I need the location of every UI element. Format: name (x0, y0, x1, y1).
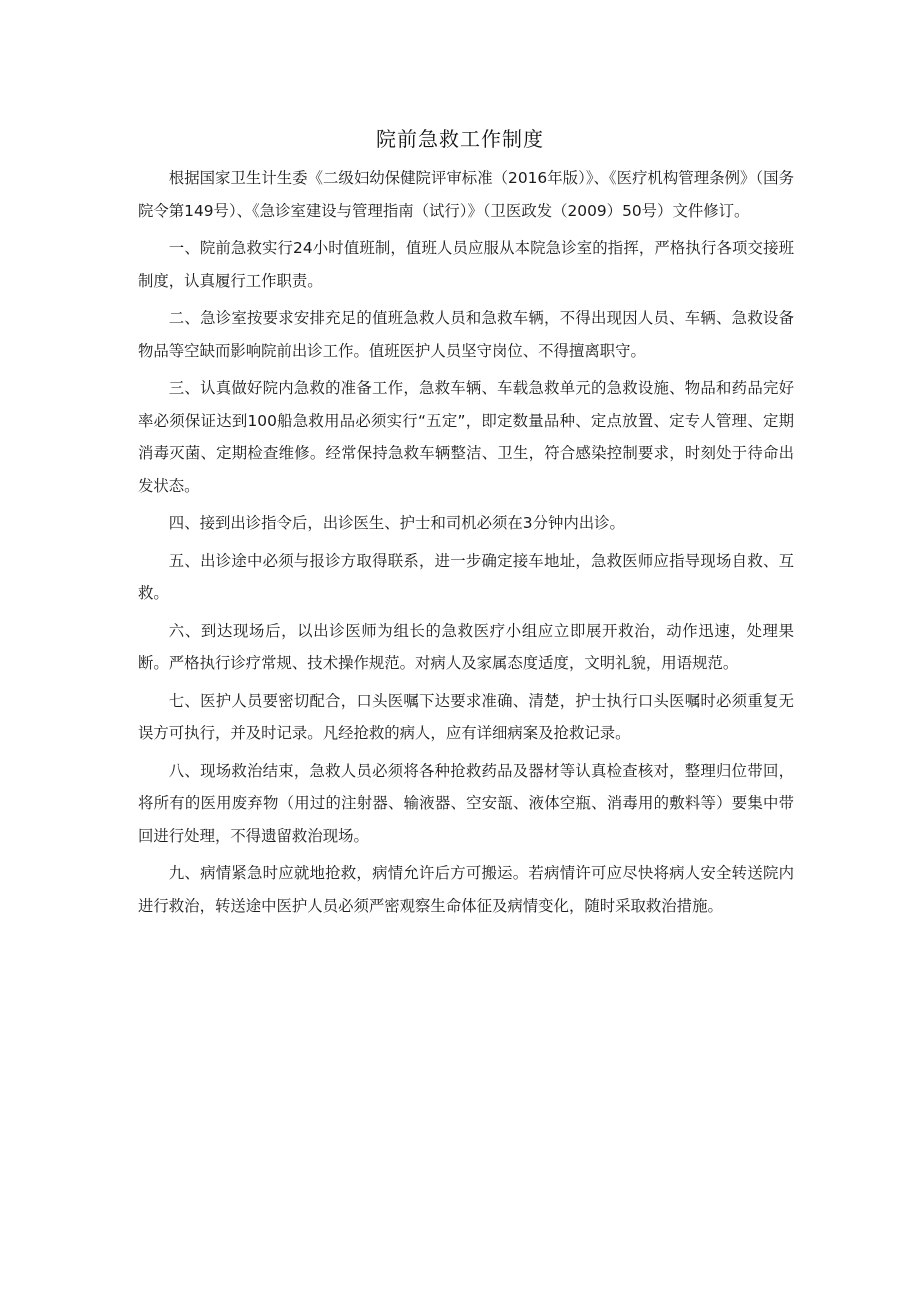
paragraph-2: 二、急诊室按要求安排充足的值班急救人员和急救车辆，不得出现因人员、车辆、急救设备物品等空缺而影响院前出诊工作。值班医护人员坚守岗位、不得擅离职守。 (138, 309, 794, 360)
paragraph-8: 八、现场救治结束，急救人员必须将各种抢救药品及器材等认真检查核对，整理归位带回，将所有的医用废弃物（用过的注射器、输液器、空安瓿、液体空瓶、消毒用的敷料等）要集中带回进行处理，不得遗留救治现场。 (138, 761, 794, 845)
paragraph-4: 四、接到出诊指令后，出诊医生、护士和司机必须在3分钟内出诊。 (168, 514, 625, 532)
paragraph-7: 七、医护人员要密切配合，口头医嘱下达要求准确、清楚，护士执行口头医嘱时必须重复无误方可执行，并及时记录。凡经抢救的病人，应有详细病案及抢救记录。 (138, 691, 794, 742)
document-title: 院前急救工作制度 (376, 127, 544, 151)
paragraph-1: 一、院前急救实行24小时值班制，值班人员应服从本院急诊室的指挥，严格执行各项交接班制度，认真履行工作职责。 (138, 239, 794, 290)
paragraph-9: 九、病情紧急时应就地抢救，病情允许后方可搬运。若病情许可应尽快将病人安全转送院内进行救治，转送途中医护人员必须严密观察生命体征及病情变化，随时采取救治措施。 (138, 864, 794, 915)
paragraph-5: 五、出诊途中必须与报诊方取得联系，进一步确定接车地址，急救医师应指导现场自救、互救。 (138, 551, 794, 602)
paragraph-6: 六、到达现场后，以出诊医师为组长的急救医疗小组应立即展开救治，动作迅速，处理果断。严格执行诊疗常规、技术操作规范。对病人及家属态度适度，文明礼貌，用语规范。 (138, 621, 794, 672)
paragraph-3: 三、认真做好院内急救的准备工作，急救车辆、车载急救单元的急救设施、物品和药品完好率必须保证达到100船急救用品必须实行“五定”，即定数量品种、定点放置、定专人管理、定期消毒灭菌、定期检查维修。经常保持急救车辆整洁、卫生，符合感染控制要求，时刻处于待命出发状态。 (138, 379, 794, 495)
paragraph-intro: 根据国家卫生计生委《二级妇幼保健院评审标准（2016年版）》、《医疗机构管理条例》（国务院令第149号）、《急诊室建设与管理指南（试行）》（卫医政发（2009）50号）文件修订。 (138, 169, 794, 220)
document-body (138, 162, 794, 927)
